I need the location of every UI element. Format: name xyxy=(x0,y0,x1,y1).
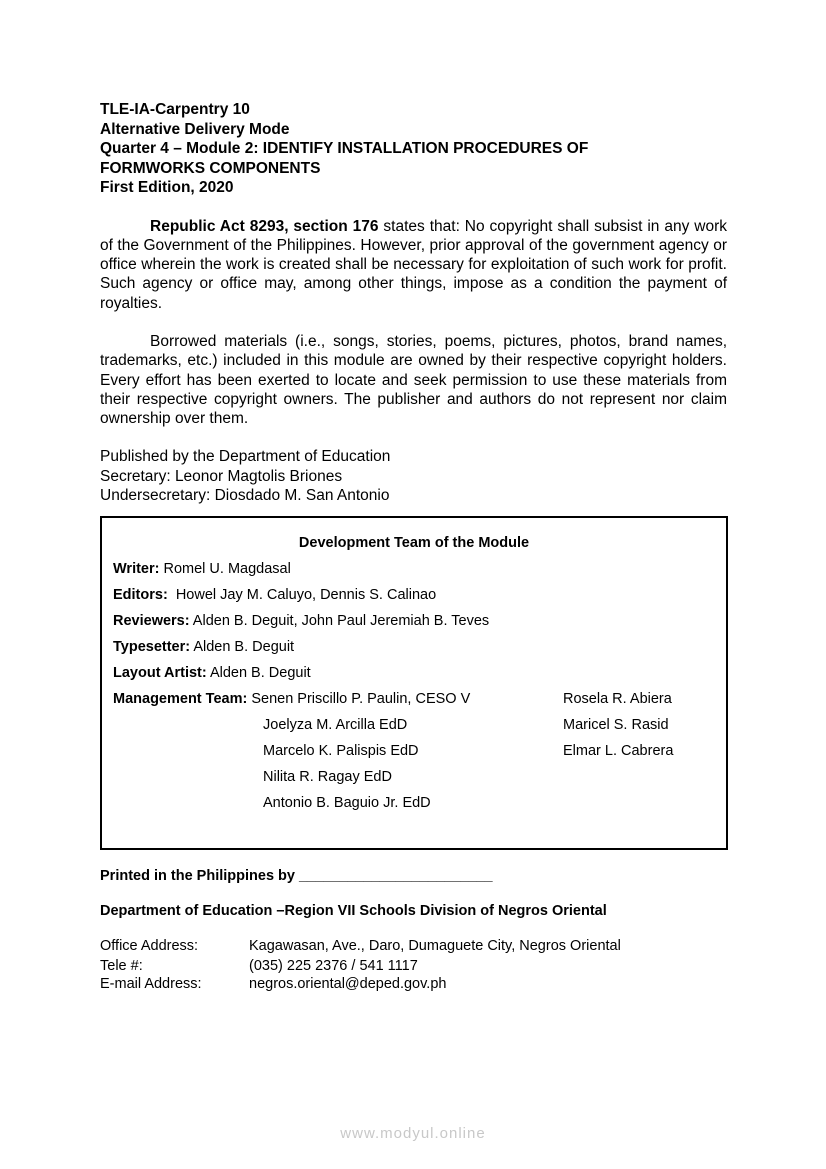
management-label: Management Team: xyxy=(113,691,248,707)
copyright-text: states that: No copyright shall subsist in any work of the Government of the Philippines. However, prior approval of the government agency or office wherein the work is created shall be necessary for exploitation of such work for profit. Such agency or office may, among other things, impose as a condition the payment of royalties. xyxy=(100,217,727,312)
office-address-label: Office Address: xyxy=(100,938,199,954)
copyright-law-ref: Republic Act 8293, section 176 xyxy=(150,217,379,235)
typesetter-row xyxy=(113,639,294,655)
management-member: Nilita R. Ragay EdD xyxy=(263,769,392,785)
office-address-value: Kagawasan, Ave., Daro, Dumaguete City, Negros Oriental xyxy=(249,938,621,954)
reviewers-label: Reviewers: xyxy=(113,613,190,629)
management-member: Senen Priscillo P. Paulin, CESO V xyxy=(251,691,471,707)
module-header xyxy=(100,100,727,198)
development-team-box xyxy=(100,516,728,850)
module-title-cont: FORMWORKS COMPONENTS xyxy=(100,159,321,177)
undersecretary: Undersecretary: Diosdado M. San Antonio xyxy=(100,487,390,505)
tele-label: Tele #: xyxy=(100,958,143,974)
reviewers-row xyxy=(113,613,489,629)
region-division: Department of Education –Region VII Schools Division of Negros Oriental xyxy=(100,903,607,919)
email-value[interactable]: negros.oriental@deped.gov.ph xyxy=(249,976,447,992)
module-title: Quarter 4 – Module 2: IDENTIFY INSTALLATION PROCEDURES OF xyxy=(100,140,589,157)
copyright-paragraph xyxy=(100,217,727,313)
document-page xyxy=(100,100,727,505)
printed-by: Printed in the Philippines by ________________________ xyxy=(100,868,493,884)
layout-artist-value: Alden B. Deguit xyxy=(206,665,311,681)
typesetter-value: Alden B. Deguit xyxy=(190,639,295,655)
writer-row xyxy=(113,561,291,577)
editors-label: Editors: xyxy=(113,587,168,603)
subject-title: TLE-IA-Carpentry 10 xyxy=(100,101,250,118)
tele-value: (035) 225 2376 / 541 1117 xyxy=(249,958,418,974)
secretary: Secretary: Leonor Magtolis Briones xyxy=(100,467,343,485)
reviewers-value: Alden B. Deguit, John Paul Jeremiah B. Teves xyxy=(189,613,490,629)
management-member: Joelyza M. Arcilla EdD xyxy=(263,717,408,733)
management-member: Maricel S. Rasid xyxy=(563,717,669,733)
writer-value: Romel U. Magdasal xyxy=(159,561,291,577)
management-member: Marcelo K. Palispis EdD xyxy=(263,743,419,759)
layout-artist-label: Layout Artist: xyxy=(113,665,207,681)
delivery-mode: Alternative Delivery Mode xyxy=(100,120,290,138)
published-by: Published by the Department of Education xyxy=(100,448,391,466)
writer-label: Writer: xyxy=(113,561,160,577)
management-member: Elmar L. Cabrera xyxy=(563,743,674,759)
edition: First Edition, 2020 xyxy=(100,179,234,196)
email-label: E-mail Address: xyxy=(100,976,202,992)
publisher-info xyxy=(100,447,727,505)
watermark: www.modyul.online xyxy=(340,1125,486,1142)
team-box-title: Development Team of the Module xyxy=(298,535,530,551)
editors-row xyxy=(113,587,436,603)
borrowed-materials-paragraph: Borrowed materials (i.e., songs, stories, poems, pictures, photos, brand names, trademarks, etc.) included in this module are owned by their respective copyright holders. Every effort has been exerted to locate and seek permission to use these materials from their respective copyright owners. The publisher and authors do not represent nor claim ownership over them. xyxy=(100,332,727,428)
editors-value: Howel Jay M. Caluyo, Dennis S. Calinao xyxy=(167,587,437,603)
typesetter-label: Typesetter: xyxy=(113,639,191,655)
management-member: Antonio B. Baguio Jr. EdD xyxy=(263,795,431,811)
layout-artist-row xyxy=(113,665,311,681)
management-label-row xyxy=(113,691,470,707)
management-member: Rosela R. Abiera xyxy=(563,691,672,707)
